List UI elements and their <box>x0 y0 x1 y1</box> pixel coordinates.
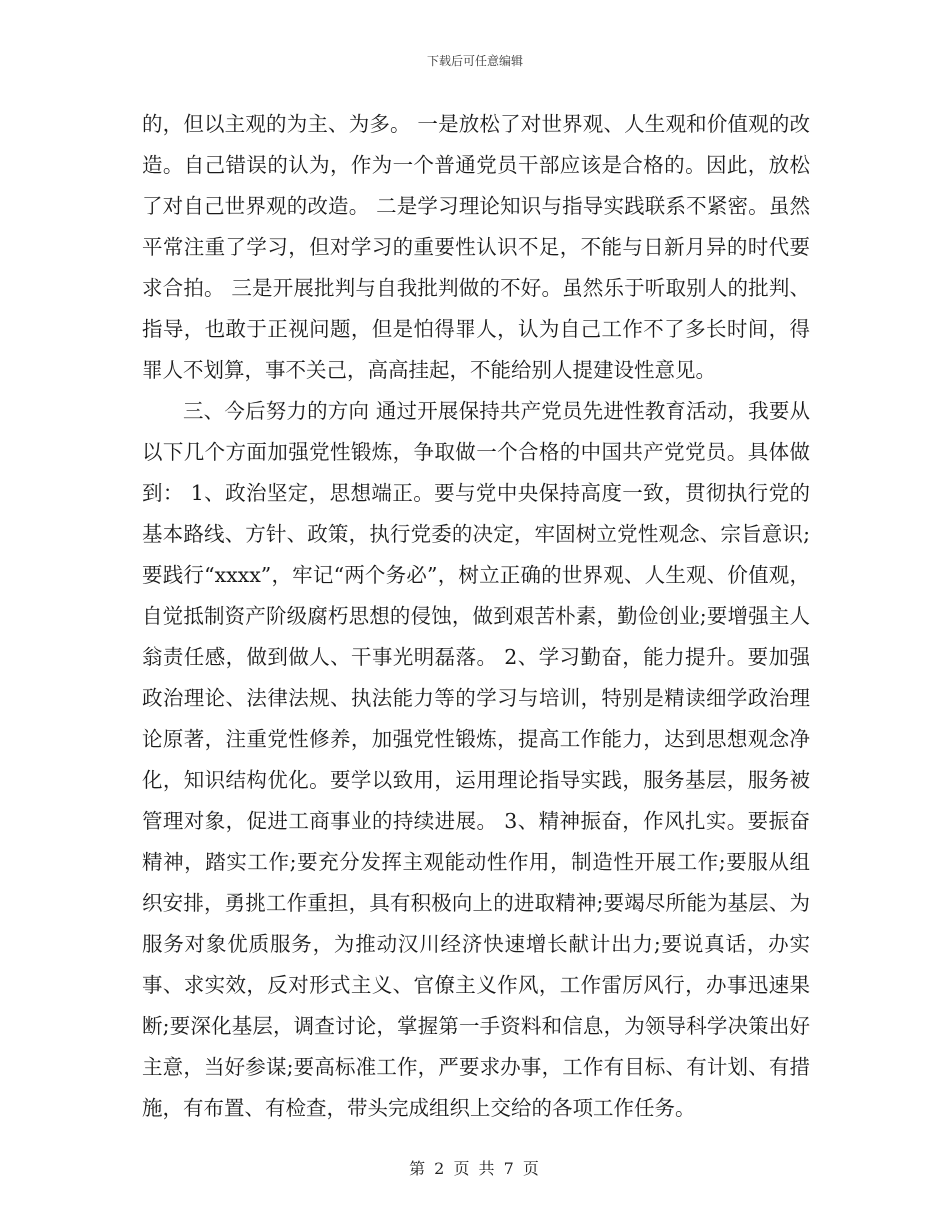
paragraph-future-direction: 三、今后努力的方向 通过开展保持共产党员先进性教育活动，我要从以下几个方面加强党性锻炼，争取做一个合格的中国共产党党员。具体做到： 1、政治坚定，思想端正。要与党中央保持高度一致，贯彻执行党的基本路线、方针、政策，执行党委的决定，牢固树立党性观念、宗旨意识;要践行“xxxx”，牢记“两个务必”，树立正确的世界观、人生观、价值观，自觉抵制资产阶级腐朽思想的侵蚀，做到艰苦朴素，勤俭创业;要增强主人翁责任感，做到做人、干事光明磊落。 2、学习勤奋，能力提升。要加强政治理论、法律法规、执法能力等的学习与培训，特别是精读细学政治理论原著，注重党性修养，加强党性锻炼，提高工作能力，达到思想观念净化，知识结构优化。要学以致用，运用理论指导实践，服务基层，服务被管理对象，促进工商事业的持续进展。 3、精神振奋，作风扎实。要振奋精神，踏实工作;要充分发挥主观能动性作用，制造性开展工作;要服从组织安排，勇挑工作重担，具有积极向上的进取精神;要竭尽所能为基层、为服务对象优质服务，为推动汉川经济快速增长献计出力;要说真话，办实事、求实效，反对形式主义、官僚主义作风，工作雷厉风行，办事迅速果断;要深化基层，调查讨论，掌握第一手资料和信息，为领导科学决策出好主意，当好参谋;要高标准工作，严要求办事，工作有目标、有计划、有措施，有布置、有检查，带头完成组织上交给的各项工作任务。 <box>142 399 810 1120</box>
paragraph-continuation: 的，但以主观的为主、为多。 一是放松了对世界观、人生观和价值观的改造。自己错误的认为，作为一个普通党员干部应该是合格的。因此，放松了对自己世界观的改造。 二是学习理论知识与指导实践联系不紧密。虽然平常注重了学习，但对学习的重要性认识不足，不能与日新月异的时代要求合拍。 三是开展批判与自我批判做的不好。虽然乐于听取别人的批判、指导，也敢于正视问题，但是怕得罪人，认为自己工作不了多长时间，得罪人不划算，事不关己，高高挂起，不能给别人提建设性意见。 <box>142 112 810 382</box>
document-body <box>142 104 810 1129</box>
page-header-note: 下载后可任意编辑 <box>426 54 523 68</box>
page-number-footer: 第 2 页 共 7 页 <box>409 1159 541 1178</box>
